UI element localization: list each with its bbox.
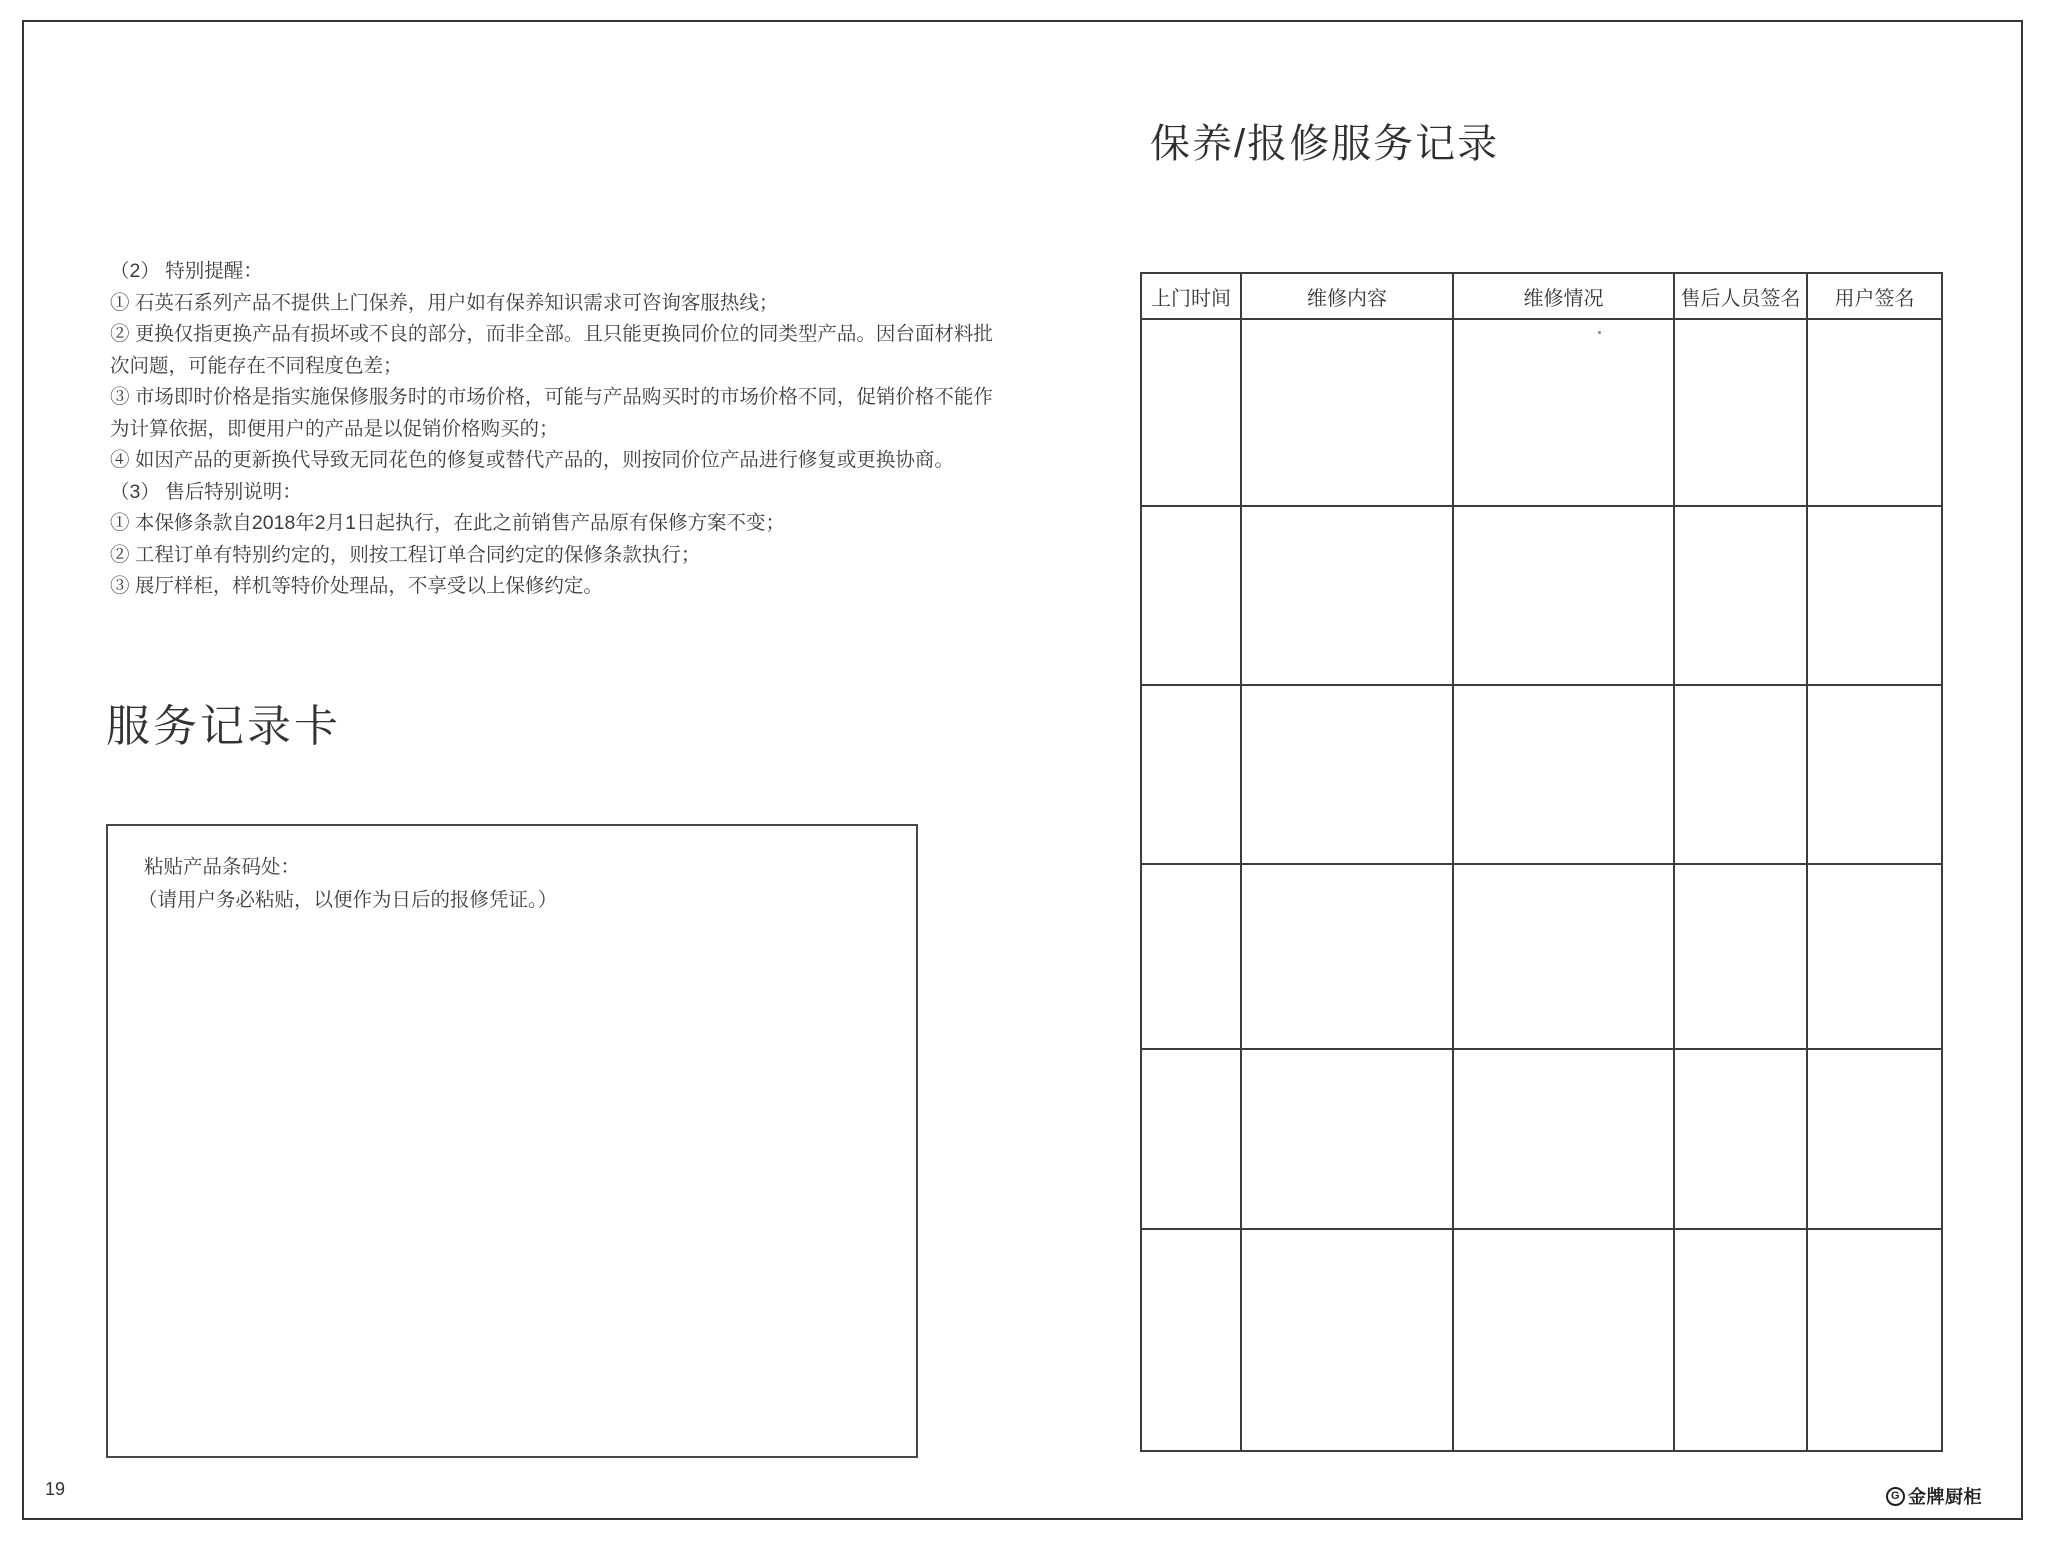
page-number: 19: [45, 1479, 66, 1499]
table-cell-empty: [1241, 1229, 1453, 1451]
brand-logo: [1886, 1483, 1982, 1509]
table-cell-empty: [1141, 1049, 1241, 1229]
table-row: [1141, 506, 1942, 685]
table-cell-empty: [1807, 864, 1942, 1049]
table-cell-empty: [1674, 685, 1807, 864]
table-cell-empty: [1453, 685, 1674, 864]
brand-g-icon: G: [1886, 1487, 1905, 1506]
table-header-cell: 维修内容: [1241, 273, 1453, 319]
notes-line: ① 石英石系列产品不提供上门保养，用户如有保养知识需求可咨询客服热线；: [110, 291, 779, 314]
table-cell-empty: [1453, 1229, 1674, 1451]
table-cell-empty: [1674, 1229, 1807, 1451]
table-cell-empty: [1807, 685, 1942, 864]
service-record-table: [1140, 272, 1943, 1452]
notes-line: ③ 展厅样柜，样机等特价处理品，不享受以上保修约定。: [110, 575, 603, 597]
table-cell-empty: [1241, 506, 1453, 685]
table-cell-empty: [1241, 864, 1453, 1049]
barcode-paste-box: [106, 824, 918, 1458]
table-cell-empty: [1141, 506, 1241, 685]
service-record-card-heading: 服务记录卡: [106, 702, 341, 751]
table-cell-empty: [1453, 1049, 1674, 1229]
table-cell-empty: [1674, 864, 1807, 1049]
table-cell-empty: [1453, 864, 1674, 1049]
table-cell-empty: [1807, 1229, 1942, 1451]
table-cell-empty: [1674, 1049, 1807, 1229]
table-cell-empty: [1141, 864, 1241, 1049]
notes-line: 次问题，可能存在不同程度色差；: [110, 354, 403, 377]
table-cell-empty: [1453, 506, 1674, 685]
table-cell-empty: [1674, 319, 1807, 506]
table-cell-empty: [1674, 506, 1807, 685]
notes-line: 为计算依据，即便用户的产品是以促销价格购买的；: [110, 417, 559, 440]
notes-line: ② 工程订单有特别约定的，则按工程订单合同约定的保修条款执行；: [110, 543, 701, 566]
notes-line: ① 本保修条款自2018年2月1日起执行，在此之前销售产品原有保修方案不变；: [110, 512, 785, 534]
table-row: [1141, 685, 1942, 864]
notes-line: ② 更换仅指更换产品有损坏或不良的部分，而非全部。且只能更换同价位的同类型产品。因台面材料批: [110, 323, 993, 345]
table-header-row: [1141, 273, 1942, 319]
table-header-cell: 维修情况: [1453, 273, 1674, 319]
table-cell-empty: [1807, 1049, 1942, 1229]
table-cell-empty: [1807, 319, 1942, 506]
scan-artifact-dot: [1598, 331, 1601, 334]
table-cell-empty: [1141, 1229, 1241, 1451]
brand-logo-text: 金牌厨柜: [1908, 1487, 1982, 1507]
table-cell-empty: [1241, 1049, 1453, 1229]
warranty-notes: [110, 256, 993, 603]
table-cell-empty: [1241, 685, 1453, 864]
service-table-body: [1141, 319, 1942, 1451]
notes-line: （2） 特别提醒：: [110, 260, 263, 282]
table-header-cell: 上门时间: [1141, 273, 1241, 319]
table-cell-empty: [1807, 506, 1942, 685]
table-header-cell: 售后人员签名: [1674, 273, 1807, 319]
table-cell-empty: [1241, 319, 1453, 506]
table-row: [1141, 319, 1942, 506]
barcode-box-note: （请用户务必粘贴，以便作为日后的报修凭证。）: [138, 889, 558, 911]
table-cell-empty: [1453, 319, 1674, 506]
table-row: [1141, 864, 1942, 1049]
table-cell-empty: [1141, 685, 1241, 864]
notes-line: （3） 售后特别说明：: [110, 480, 302, 503]
maintenance-record-title: 保养/报修服务记录: [1150, 122, 1500, 166]
table-header-cell: 用户签名: [1807, 273, 1942, 319]
table-row: [1141, 1229, 1942, 1451]
table-cell-empty: [1141, 319, 1241, 506]
table-row: [1141, 1049, 1942, 1229]
notes-line: ③ 市场即时价格是指实施保修服务时的市场价格，可能与产品购买时的市场价格不同，促销价格不能作: [110, 386, 993, 408]
barcode-box-title: 粘贴产品条码处：: [144, 856, 301, 878]
notes-line: ④ 如因产品的更新换代导致无同花色的修复或替代产品的，则按同价位产品进行修复或更换协商。: [110, 449, 954, 471]
